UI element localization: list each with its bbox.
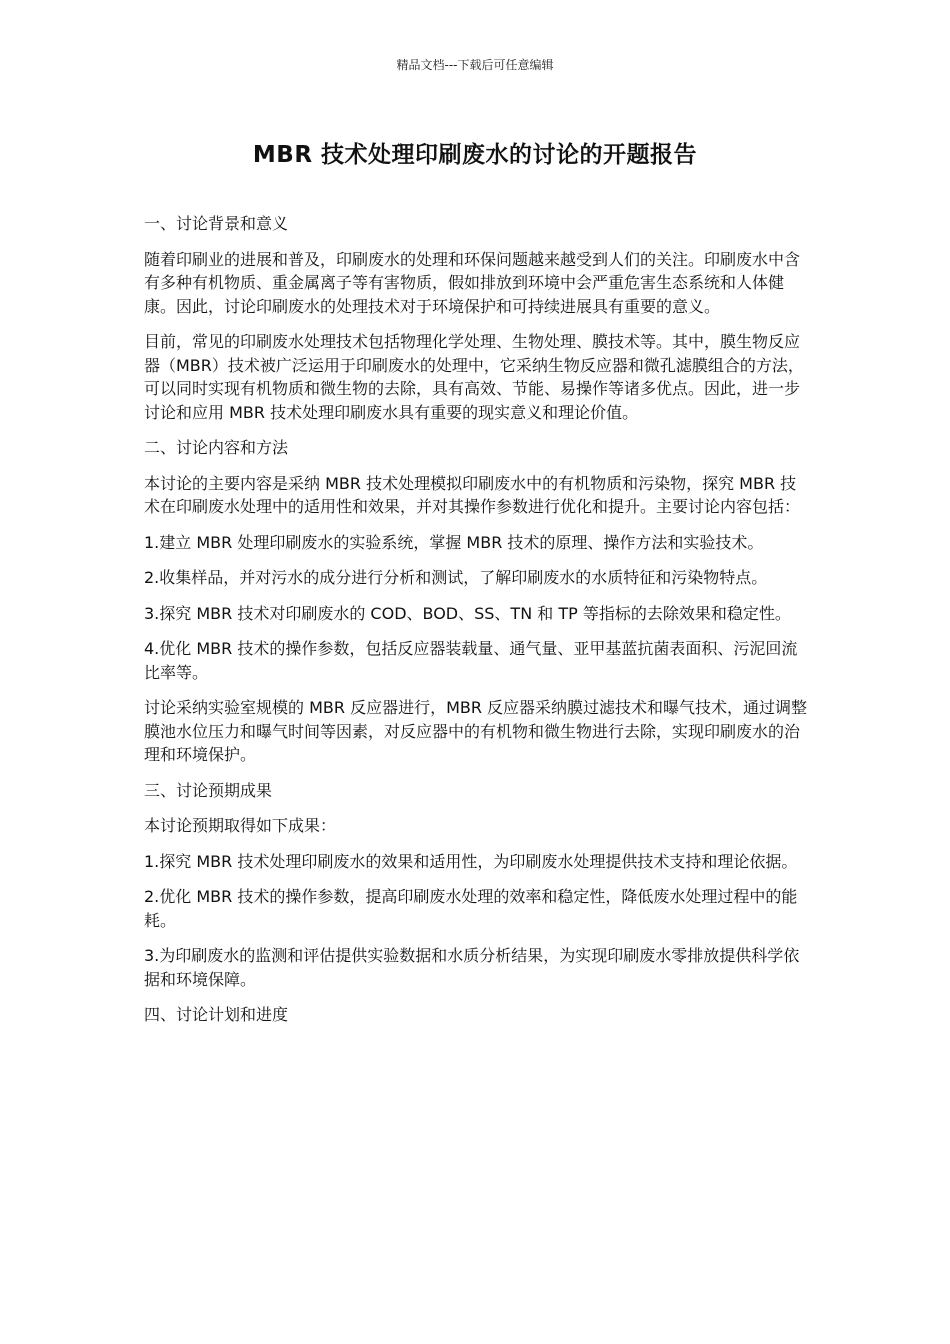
list-item: 4.优化 MBR 技术的操作参数，包括反应器装载量、通气量、亚甲基蓝抗菌表面积、污泥回流比率等。 — [144, 639, 798, 682]
section-heading-plan-schedule: 四、讨论计划和进度 — [144, 1005, 289, 1024]
list-item: 1.探究 MBR 技术处理印刷废水的效果和适用性，为印刷废水处理提供技术支持和理论依据。 — [144, 851, 798, 871]
list-item: 3.为印刷废水的监测和评估提供实验数据和水质分析结果，为实现印刷废水零排放提供科学依据和环境保障。 — [144, 946, 800, 989]
list-item: 1.建立 MBR 处理印刷废水的实验系统，掌握 MBR 技术的原理、操作方法和实验技术。 — [144, 532, 764, 552]
paragraph: 随着印刷业的进展和普及，印刷废水的处理和环保问题越来越受到人们的关注。印刷废水中含有多种有机物质、重金属离子等有害物质，假如排放到环境中会严重危害生态系统和人体健康。因此，讨论印刷废水的处理技术对于环境保护和可持续进展具有重要的意义。 — [144, 249, 801, 316]
section-heading-content-methods: 二、讨论内容和方法 — [144, 438, 289, 457]
paragraph: 讨论采纳实验室规模的 MBR 反应器进行，MBR 反应器采纳膜过滤技术和曝气技术，通过调整膜池水位压力和曝气时间等因素，对反应器中的有机物和微生物进行去除，实现印刷废水的治理和环境保护。 — [144, 698, 808, 764]
paragraph: 本讨论预期取得如下成果： — [144, 816, 337, 835]
list-item: 2.优化 MBR 技术的操作参数，提高印刷废水处理的效率和稳定性，降低废水处理过程中的能耗。 — [144, 887, 798, 930]
list-item: 2.收集样品，并对污水的成分进行分析和测试，了解印刷废水的水质特征和污染物特点。 — [144, 568, 768, 587]
document-body — [144, 212, 808, 1039]
paragraph: 本讨论的主要内容是采纳 MBR 技术处理模拟印刷废水中的有机物质和污染物，探究 MBR 技术在印刷废水处理中的适用性和效果，并对其操作参数进行优化和提升。主要讨论内容包括： — [144, 473, 801, 516]
document-title: MBR 技术处理印刷废水的讨论的开题报告 — [252, 142, 698, 168]
paragraph: 目前，常见的印刷废水处理技术包括物理化学处理、生物处理、膜技术等。其中，膜生物反应器（MBR）技术被广泛运用于印刷废水的处理中，它采纳生物反应器和微孔滤膜组合的方法，可以同时实现有机物质和微生物的去除，具有高效、节能、易操作等诸多优点。因此，进一步讨论和应用 MBR 技术处理印刷废水具有重要的现实意义和理论价值。 — [144, 332, 804, 422]
section-heading-background: 一、讨论背景和意义 — [144, 214, 289, 233]
section-heading-expected-results: 三、讨论预期成果 — [144, 780, 273, 800]
list-item: 3.探究 MBR 技术对印刷废水的 COD、BOD、SS、TN 和 TP 等指标的去除效果和稳定性。 — [144, 603, 791, 623]
header-note: 精品文档---下载后可任意编辑 — [396, 58, 554, 72]
